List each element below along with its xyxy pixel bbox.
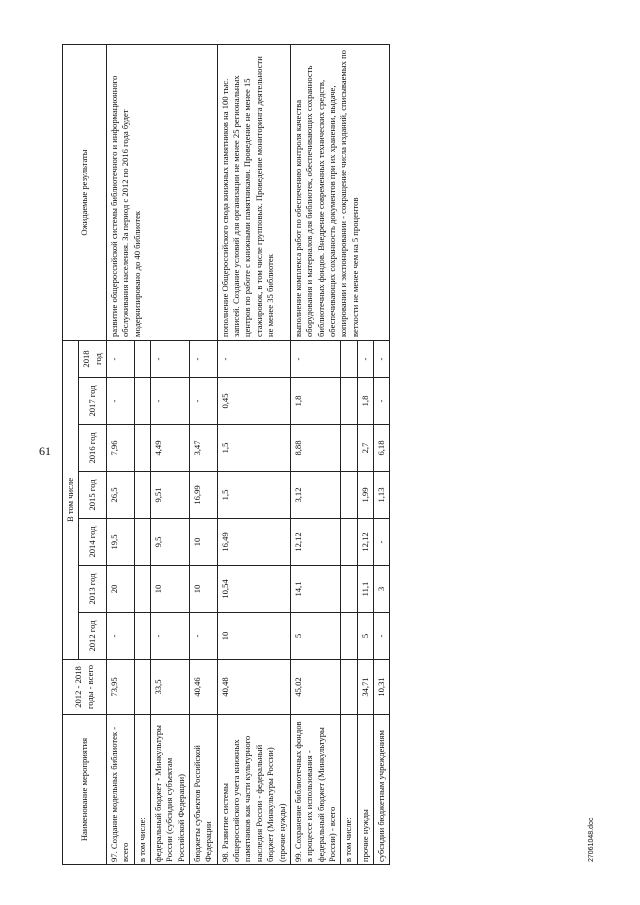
cell-year: 3,12 bbox=[290, 472, 340, 519]
cell-result: развитие общероссийской системы библиотечного и информационного обслуживания населения. За период с 2012 по 2016 года будет модернизировано до 40 библиотек bbox=[107, 44, 218, 340]
cell-name: 99. Сохранение библиотечных фондов в процессе их использования - федеральный бюджет (Минкультуры России) - всего bbox=[290, 715, 340, 865]
document-footer: 27061048.doc bbox=[588, 817, 595, 862]
cell-name: федеральный бюджет - Минкультуры России (субсидия субъектам Российской Федерации) bbox=[151, 715, 190, 865]
cell-year: - bbox=[107, 378, 135, 425]
cell-year: - bbox=[190, 378, 218, 425]
cell-total: 40,48 bbox=[217, 660, 290, 715]
cell-year bbox=[341, 472, 357, 519]
cell-year: - bbox=[373, 340, 389, 377]
cell-year: 1,5 bbox=[217, 472, 290, 519]
cell-result: выполнение комплекса работ по обеспечению контроля качества оборудования и материалов для библиотек, обеспечивающих сохранность библиотечных фондов. Внедрение современных технических средств, обеспечивающих сохранность документов при их хранении, выдаче, копировании и экспонировании - сокращение числа изданий, списываемых по ветхости не менее чем на 5 процентов bbox=[290, 44, 389, 340]
cell-year: 3 bbox=[373, 566, 389, 613]
cell-year: 10,54 bbox=[217, 566, 290, 613]
cell-year: 0,45 bbox=[217, 378, 290, 425]
header-results: Ожидаемые результаты bbox=[63, 44, 107, 340]
cell-year: 10 bbox=[217, 613, 290, 660]
cell-year: - bbox=[357, 340, 373, 377]
header-year: 2017 год bbox=[79, 378, 107, 425]
events-table bbox=[62, 44, 390, 865]
cell-year: 3,47 bbox=[190, 425, 218, 472]
cell-year: 16,99 bbox=[190, 472, 218, 519]
cell-year: 11,1 bbox=[357, 566, 373, 613]
cell-year bbox=[341, 378, 357, 425]
cell-year bbox=[341, 613, 357, 660]
cell-total: 45,02 bbox=[290, 660, 340, 715]
cell-year: 10 bbox=[190, 566, 218, 613]
header-year: 2015 год bbox=[79, 472, 107, 519]
cell-year: - bbox=[373, 378, 389, 425]
cell-year bbox=[134, 340, 150, 377]
header-incl: В том числе bbox=[63, 340, 79, 659]
page-number: 61 bbox=[39, 444, 51, 458]
cell-year bbox=[134, 566, 150, 613]
cell-year: 1,8 bbox=[357, 378, 373, 425]
cell-year: - bbox=[217, 340, 290, 377]
cell-result: пополнение Общероссийского свода книжных памятников на 100 тыс. записей. Создание условий для организации не менее 25 региональных центров по работе с книжными памятниками. Проведение не менее 15 стажировок, в том числе групповых. Проведение мониторинга деятельности не менее 35 библиотек bbox=[217, 44, 290, 340]
cell-year bbox=[134, 378, 150, 425]
cell-year: 14,1 bbox=[290, 566, 340, 613]
cell-name: прочие нужды bbox=[357, 715, 373, 865]
header-year: 2014 год bbox=[79, 519, 107, 566]
cell-year: 1,99 bbox=[357, 472, 373, 519]
cell-name: субсидии бюджетным учреждениям bbox=[373, 715, 389, 865]
cell-name: в том числе: bbox=[134, 715, 150, 865]
cell-year bbox=[341, 519, 357, 566]
header-year: 2012 год bbox=[79, 613, 107, 660]
cell-year bbox=[134, 613, 150, 660]
header-year: 2018 год bbox=[79, 340, 107, 377]
cell-total: 34,71 bbox=[357, 660, 373, 715]
cell-year: - bbox=[373, 519, 389, 566]
cell-total: 10,31 bbox=[373, 660, 389, 715]
cell-year: 2,7 bbox=[357, 425, 373, 472]
cell-name: 98. Развитие системы общероссийского учета книжных памятников как части культурного наследия России - федеральный бюджет (Минкультуры России) (прочие нужды) bbox=[217, 715, 290, 865]
header-total: 2012 - 2018 годы - всего bbox=[63, 660, 107, 715]
cell-year: - bbox=[190, 340, 218, 377]
cell-year: 1,8 bbox=[290, 378, 340, 425]
cell-year: - bbox=[107, 613, 135, 660]
cell-year: - bbox=[190, 613, 218, 660]
cell-total: 33,5 bbox=[151, 660, 190, 715]
cell-year: - bbox=[107, 340, 135, 377]
table-body bbox=[107, 44, 390, 864]
cell-total: 73,95 bbox=[107, 660, 135, 715]
cell-year: 12,12 bbox=[357, 519, 373, 566]
cell-year bbox=[341, 340, 357, 377]
table-row bbox=[290, 44, 340, 864]
cell-year bbox=[134, 519, 150, 566]
table-row bbox=[217, 44, 290, 864]
cell-total bbox=[341, 660, 357, 715]
cell-year bbox=[341, 425, 357, 472]
header-year: 2013 год bbox=[79, 566, 107, 613]
cell-year: 19,5 bbox=[107, 519, 135, 566]
cell-year: 7,96 bbox=[107, 425, 135, 472]
cell-year: 6,18 bbox=[373, 425, 389, 472]
cell-year: 5 bbox=[290, 613, 340, 660]
cell-year bbox=[134, 425, 150, 472]
cell-year: 1,5 bbox=[217, 425, 290, 472]
cell-name: в том числе: bbox=[341, 715, 357, 865]
cell-year: 10 bbox=[190, 519, 218, 566]
cell-year: - bbox=[290, 340, 340, 377]
cell-year: 4,49 bbox=[151, 425, 190, 472]
cell-year: 8,88 bbox=[290, 425, 340, 472]
cell-year: 10 bbox=[151, 566, 190, 613]
cell-name: 97. Создание модельных библиотек - всего bbox=[107, 715, 135, 865]
cell-year bbox=[134, 472, 150, 519]
cell-year: 20 bbox=[107, 566, 135, 613]
cell-total: 40,46 bbox=[190, 660, 218, 715]
cell-year: 5 bbox=[357, 613, 373, 660]
header-year: 2016 год bbox=[79, 425, 107, 472]
cell-year: 1,13 bbox=[373, 472, 389, 519]
header-row-1 bbox=[63, 44, 79, 864]
cell-year: - bbox=[373, 613, 389, 660]
cell-name: бюджеты субъектов Российской Федерации bbox=[190, 715, 218, 865]
cell-year: - bbox=[151, 340, 190, 377]
cell-year: 16,49 bbox=[217, 519, 290, 566]
cell-year: 9,5 bbox=[151, 519, 190, 566]
cell-year: 26,5 bbox=[107, 472, 135, 519]
cell-year bbox=[341, 566, 357, 613]
cell-year: - bbox=[151, 613, 190, 660]
cell-year: - bbox=[151, 378, 190, 425]
cell-year: 12,12 bbox=[290, 519, 340, 566]
header-name: Наименование мероприятия bbox=[63, 715, 107, 865]
table-row bbox=[107, 44, 135, 864]
cell-year: 9,51 bbox=[151, 472, 190, 519]
cell-total bbox=[134, 660, 150, 715]
